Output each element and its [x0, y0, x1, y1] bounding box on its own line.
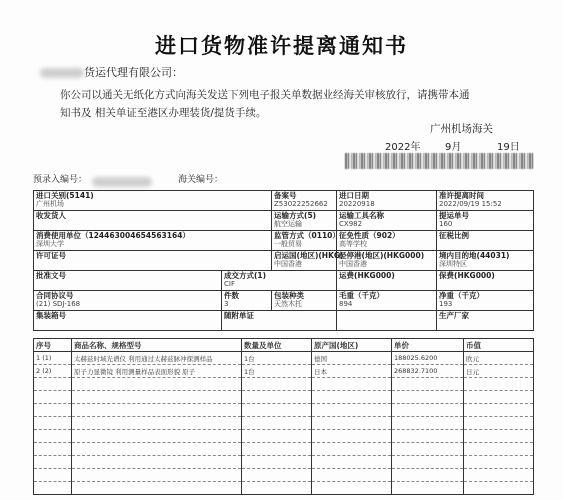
- date-month: 9月: [445, 142, 462, 153]
- table-row: [34, 482, 534, 495]
- goods-country: 德国: [312, 352, 392, 365]
- table-row: [34, 469, 534, 482]
- goods-no: 1 (1): [34, 352, 72, 365]
- form-row: [34, 291, 534, 311]
- form-row: [34, 191, 534, 211]
- form-row: [34, 231, 534, 251]
- declaration-form: [33, 190, 534, 331]
- form-cell: 成交方式(1) CIF: [222, 271, 337, 291]
- goods-price: 268832.7100: [392, 365, 464, 378]
- table-row: [34, 365, 534, 378]
- document-title: 进口货物准许提离通知书: [155, 34, 408, 58]
- form-cell: 备案号 Z53022252662: [272, 191, 337, 211]
- form-row: [34, 251, 534, 271]
- form-cell: 进口日期 20220918: [337, 191, 437, 211]
- form-cell: 集装箱号: [34, 311, 222, 331]
- date-year: 2022年: [385, 142, 421, 153]
- form-cell: 经停港(地区)(HKG000) 中国香港: [337, 251, 437, 271]
- form-cell: 包装种类 天然木托: [272, 291, 337, 311]
- form-cell: 净重（千克） 193: [437, 291, 534, 311]
- notice-line-1: 你公司以通关无纸化方式向海关发送下列电子报关单数据业经海关审核放行，请携带本通: [60, 89, 470, 101]
- goods-table: [33, 338, 534, 495]
- goods-name: 原子力显微镜 利用测量样品表面形貌 原子: [72, 365, 242, 378]
- table-row: [34, 443, 534, 456]
- redacted-company-prefix: [40, 68, 84, 78]
- notice-line-2: 知书及 相关单证至港区办理装货/提货手续。: [60, 107, 267, 119]
- form-cell: 境内目的地(44031) 深圳特区: [437, 251, 534, 271]
- form-cell: 批准文号: [34, 271, 222, 291]
- table-row: [34, 456, 534, 469]
- goods-currency: 日元: [464, 365, 534, 378]
- customs-office: 广州机场海关: [430, 123, 493, 135]
- table-row: [34, 391, 534, 404]
- form-cell: 启运国(地区)(HKG) 中国香港: [272, 251, 337, 271]
- goods-no: 2 (2): [34, 365, 72, 378]
- goods-header-row: [34, 339, 534, 352]
- table-row: [34, 378, 534, 391]
- table-row: [34, 430, 534, 443]
- form-cell: 生产厂家: [437, 311, 534, 331]
- header-qty: 数量及单位: [242, 339, 312, 352]
- goods-name: 太赫兹时域光谱仪 利用通过太赫兹脉冲探测样品: [72, 352, 242, 365]
- table-row: [34, 404, 534, 417]
- header-price: 单价: [392, 339, 464, 352]
- form-cell: 运输工具名称 CX982: [337, 211, 437, 231]
- table-row: [34, 352, 534, 365]
- header-no: 序号: [34, 339, 72, 352]
- header-currency: 币值: [464, 339, 534, 352]
- goods-qty: 1台: [242, 365, 312, 378]
- form-cell: 征免性质（902） 高等学校: [337, 231, 437, 251]
- form-cell: 收发货人: [34, 211, 272, 231]
- header-name: 商品名称、规格型号: [72, 339, 242, 352]
- form-cell: 准许提离时间 2022/09/19 15:52: [437, 191, 534, 211]
- form-cell: 进口关别(5141) 广州机场: [34, 191, 272, 211]
- form-row: [34, 271, 534, 291]
- goods-qty: 1台: [242, 352, 312, 365]
- date-day: 19日: [497, 142, 520, 153]
- customs-no-label: 海关编号：: [178, 175, 224, 185]
- agency-name: [40, 64, 183, 80]
- form-cell: 随附单证: [222, 311, 337, 331]
- form-cell: 消费使用单位（124463004654563164） 深圳大学: [34, 231, 272, 251]
- form-cell: 监管方式（0110） 一般贸易: [272, 231, 337, 251]
- form-row: [34, 311, 534, 331]
- form-cell: 运费(HKG000): [337, 271, 437, 291]
- goods-price: 188025.6200: [392, 352, 464, 365]
- goods-country: 日本: [312, 365, 392, 378]
- form-cell: 合同协议号 (21) SDJ-168: [34, 291, 222, 311]
- header-country: 原产国(地区): [312, 339, 392, 352]
- form-cell: 许可证号: [34, 251, 272, 271]
- form-cell: 毛重（千克） 894: [337, 291, 437, 311]
- form-cell: 征税比例: [437, 231, 534, 251]
- agency-suffix: 货运代理有限公司：: [84, 66, 183, 79]
- notice-paragraph: [60, 86, 470, 122]
- form-cell: 运输方式(5) 航空运输: [272, 211, 337, 231]
- table-row: [34, 417, 534, 430]
- form-cell: 提运单号 160: [437, 211, 534, 231]
- goods-currency: 欧元: [464, 352, 534, 365]
- form-cell: 件数 3: [222, 291, 272, 311]
- form-row: [34, 211, 534, 231]
- form-cell: [337, 311, 437, 331]
- notice-date: [385, 138, 520, 153]
- pre-entry-label: 预录入编号：: [33, 175, 88, 185]
- barcode: [345, 153, 535, 169]
- redacted-pre-entry-no: [92, 171, 152, 190]
- form-cell: 保费(HKG000): [437, 271, 534, 291]
